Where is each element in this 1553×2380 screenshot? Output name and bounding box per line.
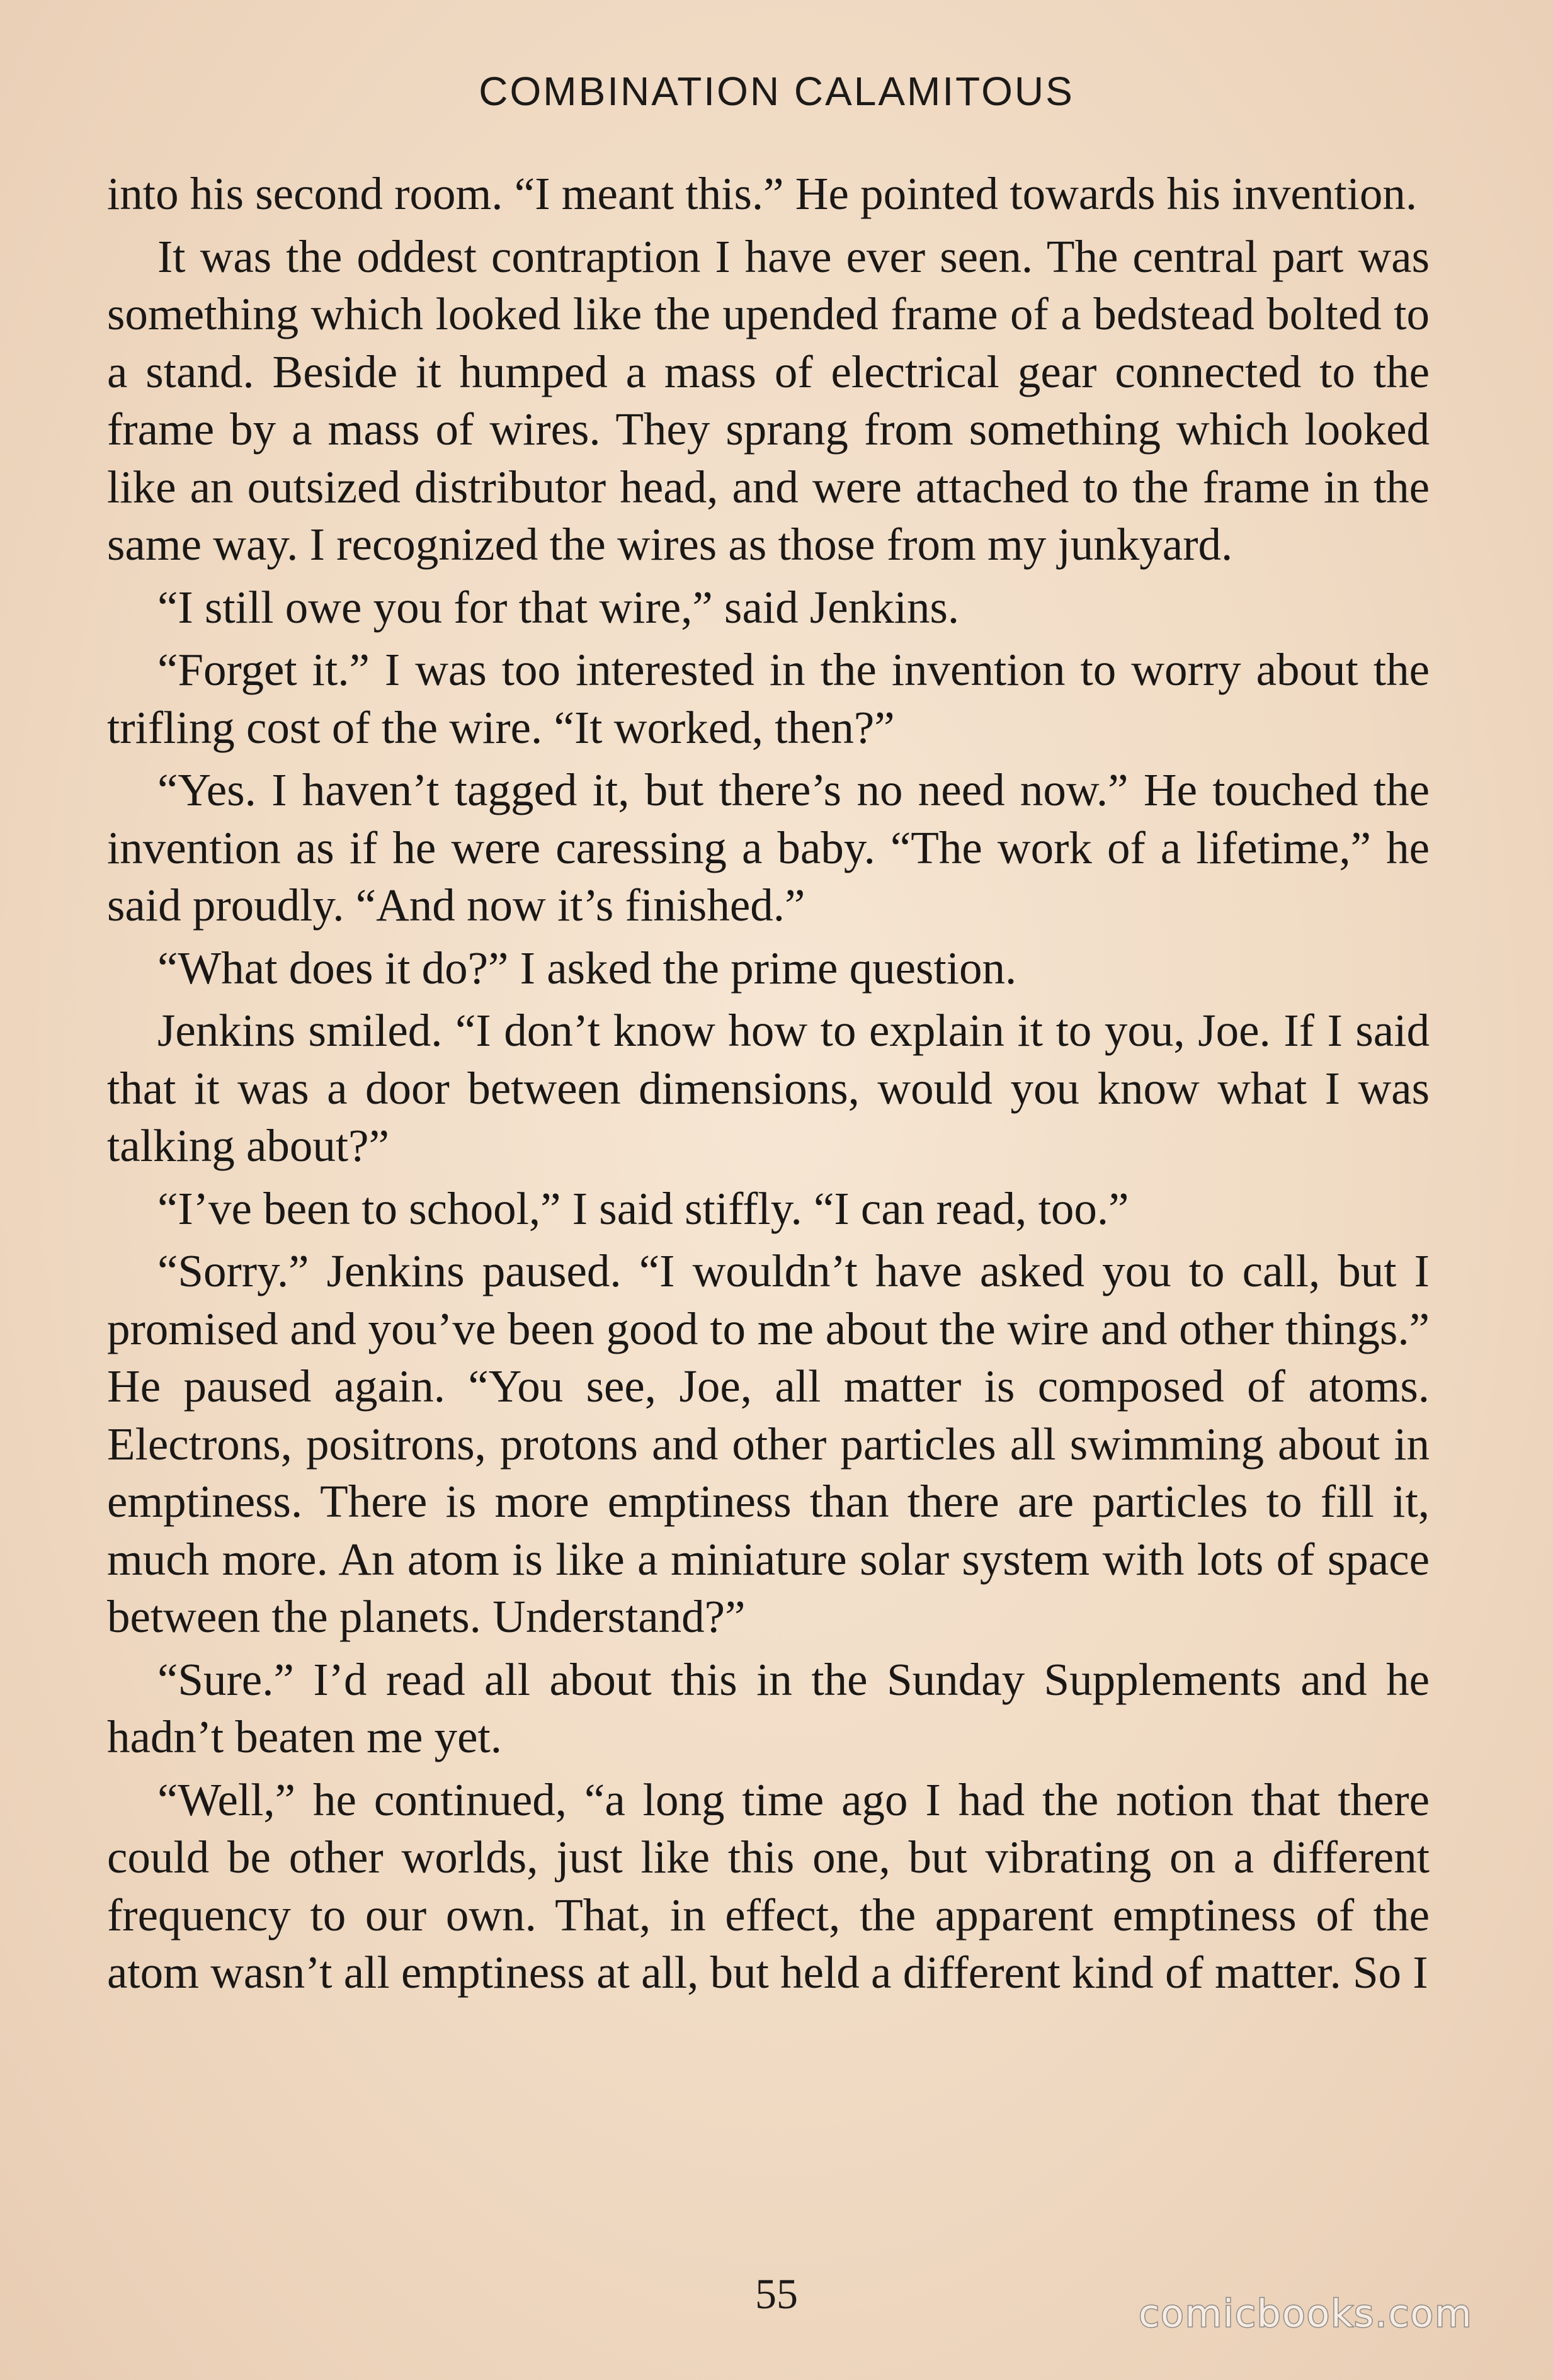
paragraph: into his second room. “I meant this.” He pointed towards his invention.	[107, 168, 1418, 219]
paragraph: “Sure.” I’d read all about this in the Sunday Supplements and he hadn’t beaten me yet.	[107, 1653, 1430, 1762]
body-text	[107, 165, 1430, 2007]
paragraph: “I’ve been to school,” I said stiffly. “I can read, too.”	[157, 1182, 1129, 1234]
page-number: 55	[755, 2270, 798, 2318]
paragraph: “I still owe you for that wire,” said Jenkins.	[157, 581, 960, 633]
paragraph: It was the oddest contraption I have ever seen. The central part was something which looked like the upended frame of a bedstead bolted to a stand. Beside it humped a mass of electrical gear connected to the frame by a mass of wires. They sprang from something which looked like an outsized distributor head, and were attached to the frame in the same way. I recognized the wires as those from my junkyard.	[107, 230, 1430, 570]
running-head: COMBINATION CALAMITOUS	[479, 69, 1074, 114]
paragraph: Jenkins smiled. “I don’t know how to explain it to you, Joe. If I said that it was a door between dimensions, would you know what I was talking about?”	[107, 1005, 1430, 1171]
paragraph: “Sorry.” Jenkins paused. “I wouldn’t have asked you to call, but I promised and you’ve been good to me about the wire and other things.” He paused again. “You see, Joe, all matter is composed of atoms. Electrons, positrons, protons and other particles all swimming about in emptiness. There is more emptiness than there are particles to fill it, much more. An atom is like a miniature solar system with lots of space between the planets. Understand?”	[107, 1245, 1430, 1642]
paragraph: “Forget it.” I was too interested in the invention to worry about the trifling cost of the wire. “It worked, then?”	[107, 644, 1430, 753]
paragraph: “Well,” he continued, “a long time ago I had the notion that there could be other worlds, just like this one, but vibrating on a different frequency to our own. That, in effect, the apparent emptiness of the atom wasn’t all emptiness at all, but held a different kind of matter. So I	[107, 1774, 1430, 1998]
paragraph: “What does it do?” I asked the prime question.	[157, 942, 1017, 994]
paragraph: “Yes. I haven’t tagged it, but there’s no need now.” He touched the invention as if he were caressing a baby. “The work of a lifetime,” he said proudly. “And now it’s finished.”	[107, 764, 1430, 931]
watermark: comicbooks.com	[1139, 2292, 1473, 2336]
